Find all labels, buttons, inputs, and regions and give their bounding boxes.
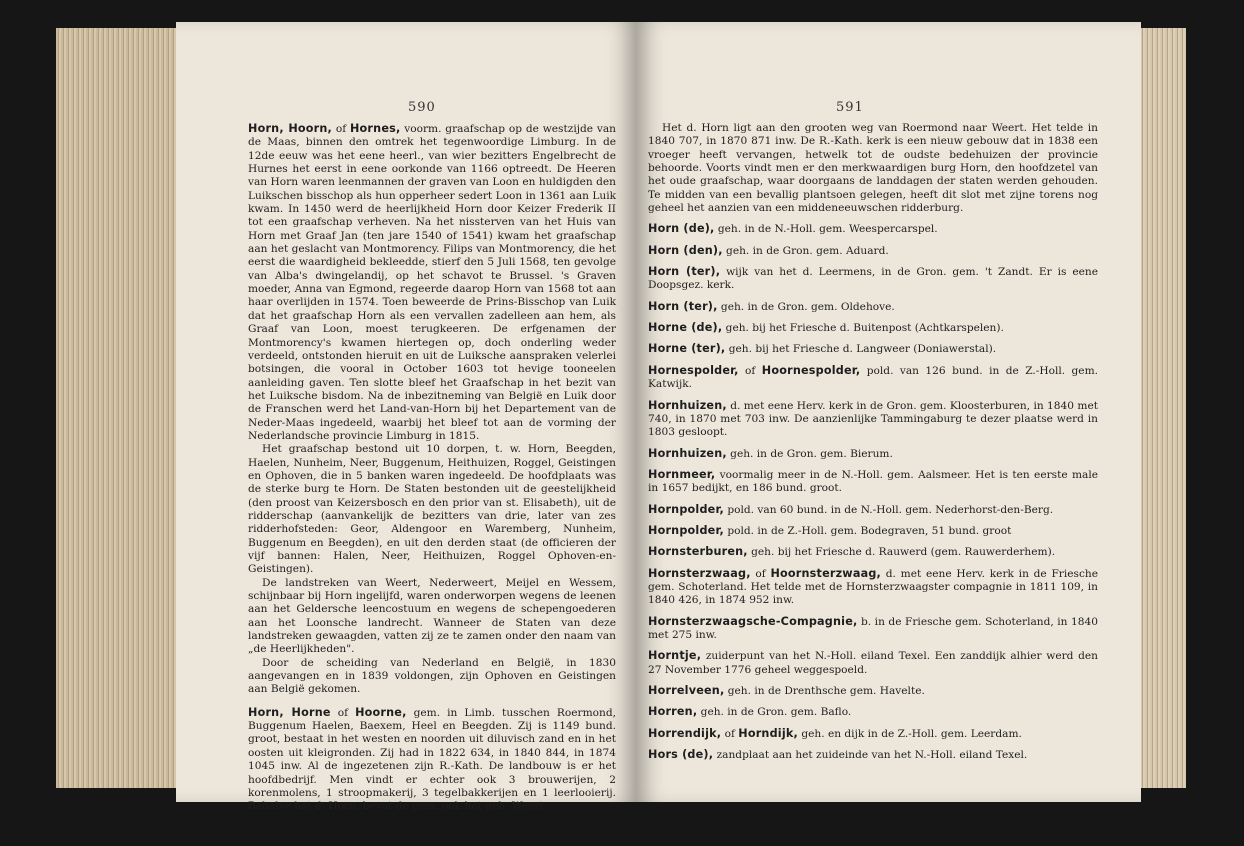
entry-text: geh. bij het Friesche d. Rauwerd (gem. Rauwerderhem). [747,546,1056,559]
entry-text: d. met eene Herv. kerk in de Friesche gem. Schoterland. Het telde met de Hornsterzwaagster compagnie in 1811 109, in 1840 426, in 1874 952 inw. [648,567,1098,607]
dictionary-entry [648,300,1098,314]
dictionary-entry [648,615,1098,643]
article-paragraph: Horn, Horne of Hoorne, gem. in Limb. tusschen Roermond, Buggenum Haelen, Baexem, Heel en Beegden. Zij is 1149 bund. groot, bestaat in het westen en noorden uit diluvisch zand en in het oosten uit kleigronden. Zij had in 1822 634, in 1840 844, in 1874 1045 inw. Al de ingezetenen zijn R.-Kath. De landbouw is er het hoofdbedrijf. Men vindt er echter ook 3 brouwerijen, 2 korenmolens, 1 stroopmakerij, 3 tegelbakkerijen en 1 leerlooierij. Behalve het d. Horn, bevat de gem. ook het geh. Weert. [248,705,616,813]
entry-text: pold. van 60 bund. in de N.-Holl. gem. Nederhorst-den-Berg. [723,503,1054,516]
entry-term: Hornsterzwaagsche-Compagnie, [648,614,858,628]
dictionary-entry [648,503,1098,517]
left-page [176,22,636,813]
page-edges-left [56,28,176,788]
dictionary-entry [648,222,1098,236]
entry-term: Hornpolder, [648,523,724,537]
entry-term: Hors (de), [648,748,714,762]
entry-term: Hoorne, [355,705,407,719]
entry-term: Hornespolder, [648,363,739,377]
entry-text: b. in de Friesche gem. Schoterland, in 1840 met 275 inw. [648,615,1098,641]
page-number: 590 [408,100,436,115]
dictionary-entry [648,545,1098,559]
dictionary-entry [648,342,1098,356]
entry-term: Horrelveen, [648,684,725,697]
entry-term: Horn, Hoorn, [248,122,333,135]
entry-text: geh. en dijk in de Z.-Holl. gem. Leerdam. [797,727,1022,740]
dictionary-entry [648,649,1098,677]
entry-term: Horn (de), [648,222,715,236]
entry-term: Horndijk, [738,726,798,740]
dictionary-entry [648,684,1098,698]
entry-text: zandplaat aan het zuideinde van het N.-Holl. eiland Texel. [713,749,1028,762]
entry-text: geh. in de Gron. gem. Aduard. [722,244,889,257]
right-page-text [648,122,1098,762]
article-paragraph: Het graafschap bestond uit 10 dorpen, t. w. Horn, Beegden, Haelen, Nunheim, Neer, Buggenum, Heithuizen, Roggel, Geistingen en Ophoven, die in 5 banken waren ingedeeld. De hoofdplaats was de sterke burg te Horn. De Staten bestonden uit de geestelijkheid (den proost van Keizersbosch en den prior van st. Elisabeth), uit de ridderschap (aanvankelijk de bezitters van drie, later van zes ridderhofsteden: Geor, Aldengoor en Waremberg, Nunheim, Buggenum en Beegden), en uit den derden staat (de officieren der vijf bannen: Halen, Neer, Heithuizen, Roggel Ophoven-en-Geistingen). [248,443,616,576]
page-edges-right [1140,28,1186,788]
page-number: 591 [836,100,864,115]
entry-term: Hornpolder, [648,502,724,516]
entry-term: Horn, Horne [248,705,331,719]
article-paragraph [648,122,1098,215]
entry-term: Horne (de), [648,321,723,335]
entry-term: Hornsterburen, [648,545,748,559]
entry-text: geh. in de N.-Holl. gem. Weespercarspel. [714,223,938,236]
entry-text: geh. in de Gron. gem. Bierum. [726,447,893,460]
dictionary-entry: Horrendijk, of Horndijk, geh. en dijk in de Z.-Holl. gem. Leerdam. [648,726,1022,740]
entry-term: Horne (ter), [648,342,726,356]
entry-text: geh. bij het Friesche d. Langweer (Doniawerstal). [725,343,997,356]
entry-text: gem. in Limb. tusschen Roermond, Buggenum Haelen, Baexem, Heel en Beegden. Zij is 1149 bund. groot, bestaat in het westen en noorden uit diluvisch zand en in het oosten uit kleigronden. Zij had in 1822 634, in 1840 844, in 1874 1045 inw. Al de ingezetenen zijn R.-Kath. De landbouw is er het hoofdbedrijf. Men vindt er echter ook 3 brouwerijen, 2 korenmolens, 1 stroopmakerij, 3 tegelbakkerijen en 1 leerlooierij. Behalve het d. Horn, bevat de gem. ook het geh. Weert. [248,706,616,813]
entry-text: d. met eene Herv. kerk in de Gron. gem. Kloosterburen, in 1840 met 740, in 1870 met 703 inw. De aanzienlijke Tammingaburg te dezer plaatse werd in 1803 gesloopt. [648,399,1098,439]
entry-term: Hoornsterzwaag, [770,566,881,580]
entry-term: Hornes, [349,122,401,135]
article-paragraph: De landstreken van Weert, Nederweert, Meijel en Wessem, schijnbaar bij Horn ingelijfd, waren onderworpen wegens de leenen aan het Geldersche leencostuum en wegens de schepengoederen aan het Loonsche landrecht. Wanneer de Staten van deze landstreken gewaagden, vatten zij ze te zamen onder den naam van „de Heerlijkheden". [248,576,616,656]
article-paragraph: Horn, Hoorn, of Hornes, voorm. graafschap op de westzijde van de Maas, binnen den omtrek het tegenwoordige Limburg. In de 12de eeuw was het eene heerl., van wier bezitters Engelbrecht de Hurnes het eerst in eene oorkonde van 1166 optreedt. De Heeren van Horn waren leenmannen der graven van Loon en huldigden den Luikschen bisschop als hun opperheer sedert Loon in 1361 aan Luik kwam. In 1450 werd de heerlijkheid Horn door Keizer Frederik II tot een graafschap verheven. Na het nissterven van het Huis van Horn met Graaf Jan (ten jare 1540 of 1541) kwam het graafschap aan het geslacht van Montmorency. Filips van Montmorency, die het eerst die waardigheid bekleedde, stierf den 5 Juli 1568, ten gevolge van Alba's dwingelandij, op het schavot te Brussel. 's Graven moeder, Anna van Egmond, regeerde daarop Horn van 1568 tot aan haar overlijden in 1574. Toen beweerde de Prins-Bisschop van Luik dat het graafschap Horn als een vervallen zadelleen aan hem, als Graaf van Loon, moest terugkeeren. De erfgenamen der Montmorency's kwamen hiertegen op, doch onderling weder verdeeld, ontstonden hieruit en uit de Luiksche aanspraken velerlei botsingen, die vooral in October 1603 tot hevige tooneelen aanleiding gaven. Ten slotte bleef het Graafschap in het bezit van het Luiksche bisdom. Na de inbezitneming van België en Luik door de Franschen werd het Land-van-Horn bij het Departement van de Neder-Maas ingedeeld, waarbij het bleef tot aan de vorming der Nederlandsche provincie Limburg in 1815. [248,122,616,442]
entry-text: geh. in de Gron. gem. Baflo. [697,706,852,719]
entry-term: Horrendijk, [648,726,722,740]
entry-text: wijk van het d. Leermens, in de Gron. gem. 't Zandt. Er is eene Doopsgez. kerk. [648,266,1098,292]
dictionary-entry [648,447,1098,461]
entry-text: zuiderpunt van het N.-Holl. eiland Texel. Een zanddijk alhier werd den 27 November 1776 geheel weggespoeld. [648,650,1098,676]
entry-term: Hornsterzwaag, [648,566,751,580]
entry-term: Hornhuizen, [648,446,727,460]
dictionary-entry: Hornsterzwaag, of Hoornsterzwaag, d. met eene Herv. kerk in de Friesche gem. Schoterland. Het telde met de Hornsterzwaagster compagnie in 1811 109, in 1840 426, in 1874 952 inw. [648,566,1098,607]
entry-term: Horn (ter), [648,299,718,313]
entry-text: geh. bij het Friesche d. Buitenpost (Achtkarspelen). [722,322,1004,335]
entry-term: Hornhuizen, [648,398,727,412]
dictionary-entry [648,524,1098,538]
left-page-text [248,122,616,814]
entry-term: Horn (ter), [648,265,721,279]
dictionary-entry [648,265,1098,293]
dictionary-entry [648,321,1098,335]
entry-text: geh. in de Gron. gem. Oldehove. [717,300,895,313]
entry-text: geh. in de Drenthsche gem. Havelte. [724,685,925,697]
entry-text: voorm. graafschap op de westzijde van de Maas, binnen den omtrek het tegenwoordige Limburg. In de 12de eeuw was het eene heerl., van wier bezitters Engelbrecht de Hurnes het eerst in eene oorkonde van 1166 optreedt. De Heeren van Horn waren leenmannen der graven van Loon en huldigden den Luikschen bisschop als hun opperheer sedert Loon in 1361 aan Luik kwam. In 1450 werd de heerlijkheid Horn door Keizer Frederik II tot een graafschap verheven. Na het nissterven van het Huis van Horn met Graaf Jan (ten jare 1540 of 1541) kwam het graafschap aan het geslacht van Montmorency. Filips van Montmorency, die het eerst die waardigheid bekleedde, stierf den 5 Juli 1568, ten gevolge van Alba's dwingelandij, op het schavot te Brussel. 's Graven moeder, Anna van Egmond, regeerde daarop Horn van 1568 tot aan haar overlijden in 1574. Toen beweerde de Prins-Bisschop van Luik dat het graafschap Horn als een vervallen zadelleen aan hem, als Graaf van Loon, moest terugkeeren. De erfgenamen der Montmorency's kwamen hiertegen op, doch onderling weder verdeeld, ontstonden hieruit en uit de Luiksche aanspraken velerlei botsingen, die vooral in October 1603 tot hevige tooneelen aanleiding gaven. Ten slotte bleef het Graafschap in het bezit van het Luiksche bisdom. Na de inbezitneming van België en Luik door de Franschen werd het Land-van-Horn bij het Departement van de Neder-Maas ingedeeld, waarbij het bleef tot aan de vorming der Nederlandsche provincie Limburg in 1815. [248,123,616,442]
dictionary-entry: Hornespolder, of Hoornespolder, pold. van 126 bund. in de Z.-Holl. gem. Katwijk. [648,363,1098,391]
entry-term: Hornmeer, [648,467,716,481]
entry-term: Horren, [648,705,698,719]
dictionary-entry [648,244,1098,258]
article-paragraph: Door de scheiding van Nederland en België, in 1830 aangevangen en in 1839 voldongen, zijn Ophoven en Geistingen aan België gekomen. [248,656,616,696]
dictionary-entry [648,399,1098,440]
entry-term: Horn (den), [648,243,723,257]
entry-term: Hoornespolder, [761,363,861,377]
dictionary-entry [648,468,1098,496]
entry-text: Het d. Horn ligt aan den grooten weg van Roermond naar Weert. Het telde in 1840 707, in 1870 871 inw. De R.-Kath. kerk is een nieuw gebouw dat in 1838 een vroeger heeft vervangen, hetwelk tot de oudste bedehuizen der provincie behoorde. Voorts vindt men er den merkwaardigen burg Horn, den hoofdzetel van het oude graafschap, waar doorgaans de landdagen der staten werden gehouden. Te midden van een bevallig plantsoen gelegen, heeft dit slot met zijne torens nog geheel het aanzien van een middeneeuwschen ridderburg. [648,122,1098,215]
dictionary-entry [648,705,1098,719]
entry-text: pold. van 126 bund. in de Z.-Holl. gem. Katwijk. [648,364,1098,391]
entry-text: voormalig meer in de N.-Holl. gem. Aalsmeer. Het is ten eerste male in 1657 bedijkt, en 186 bund. groot. [648,468,1098,495]
entry-term: Horntje, [648,649,702,663]
entry-text: pold. in de Z.-Holl. gem. Bodegraven, 51 bund. groot [723,524,1012,537]
right-page [636,22,1141,802]
dictionary-entry [648,748,1098,762]
